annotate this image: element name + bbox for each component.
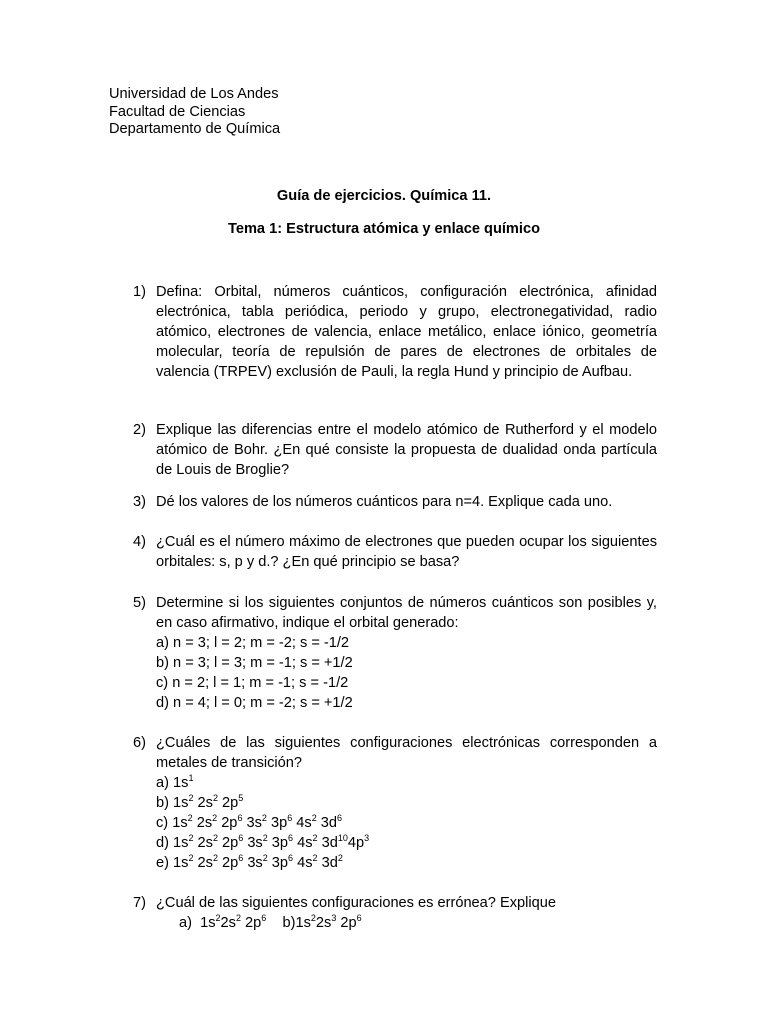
orbital-term: 4s	[293, 835, 313, 851]
configuration-option	[156, 833, 657, 853]
question-text: ¿Cuál es el número máximo de electrones que pueden ocupar los siguientes orbitales: s, p y d.? ¿En qué principio se basa?	[156, 534, 657, 570]
configuration-option	[156, 793, 657, 813]
option-a: a) n = 3; l = 2; m = -2; s = -1/2	[156, 635, 350, 651]
configuration-options	[133, 773, 657, 873]
electron-count: 2	[188, 793, 194, 803]
configuration-options	[179, 913, 657, 933]
electron-count: 6	[261, 913, 267, 923]
orbital-term: 3d	[316, 815, 338, 831]
question-number: 6)	[133, 735, 146, 751]
orbital-term: 2s	[315, 915, 332, 931]
electron-count: 2	[310, 913, 316, 923]
electron-count: 2	[212, 813, 218, 823]
configuration-option	[156, 813, 657, 833]
electron-count: 2	[212, 853, 218, 863]
electron-count: 3	[331, 913, 337, 923]
electron-count: 3	[364, 833, 370, 843]
configuration-option	[156, 853, 657, 873]
orbital-term: 2p	[217, 835, 239, 851]
orbital-term: 2p	[217, 815, 238, 831]
orbital-term: 2p	[336, 915, 357, 931]
question-number: 2)	[133, 422, 146, 438]
electron-count: 2	[188, 853, 194, 863]
electron-count: 2	[312, 853, 318, 863]
orbital-term: 4s	[292, 815, 312, 831]
electron-count: 6	[337, 813, 343, 823]
orbital-term: 3d	[317, 835, 338, 851]
orbital-term: 1s	[173, 795, 189, 811]
electron-count: 6	[237, 813, 243, 823]
department-name: Departamento de Química	[109, 121, 281, 137]
orbital-term: 2s	[192, 815, 213, 831]
electron-count: 2	[262, 833, 268, 843]
orbital-term: 2p	[240, 915, 262, 931]
question-number: 7)	[133, 895, 146, 911]
electron-count: 5	[238, 793, 244, 803]
question-text: ¿Cuáles de las siguientes configuraciones electrónicas corresponden a metales de transición?	[156, 735, 657, 771]
electron-count: 6	[238, 833, 244, 843]
orbital-term: 1s	[173, 775, 189, 791]
institution-header	[109, 86, 280, 139]
electron-count: 2	[261, 813, 267, 823]
option-label: a)	[156, 775, 174, 791]
question-text: Defina: Orbital, números cuánticos, configuración electrónica, afinidad electrónica, tabla periódica, periodo y grupo, electronegatividad, radio atómico, electrones de valencia, enlace metálico, enlace iónico, geometría molecular, teoría de repulsión de pares de electrones de orbitales de valencia (TRPEV) exclusión de Pauli, la regla Hund y principio de Aufbau.	[156, 284, 657, 380]
electron-count: 2	[235, 913, 241, 923]
electron-count: 2	[212, 833, 218, 843]
electron-count: 6	[287, 813, 293, 823]
configuration-option	[266, 915, 361, 931]
orbital-term: 2s	[193, 835, 213, 851]
orbital-term: 1s	[173, 835, 189, 851]
orbital-term: 1s	[172, 815, 188, 831]
faculty-name: Facultad de Ciencias	[109, 103, 246, 120]
orbital-term: 3s	[242, 815, 262, 831]
electron-count: 2	[188, 833, 194, 843]
orbital-term: 3p	[266, 815, 288, 831]
orbital-term: 3s	[243, 855, 263, 871]
configuration-option	[179, 915, 266, 931]
option-label: d)	[156, 835, 174, 851]
electron-count: 2	[337, 853, 343, 863]
option-label: a)	[179, 915, 201, 931]
electron-count: 10	[337, 833, 348, 843]
question-text: Dé los valores de los números cuánticos para n=4. Explique cada uno.	[156, 494, 613, 510]
document-title: Guía de ejercicios. Química 11.	[276, 188, 492, 204]
question-number: 5)	[133, 595, 146, 611]
orbital-term: 1s	[173, 855, 189, 871]
electron-count: 2	[311, 813, 317, 823]
option-b: b) n = 3; l = 3; m = -1; s = +1/2	[156, 655, 353, 671]
option-label: b)	[266, 915, 296, 931]
electron-count: 1	[188, 773, 194, 783]
orbital-term: 4p	[347, 835, 365, 851]
orbital-term: 2s	[193, 795, 213, 811]
orbital-term: 2s	[220, 915, 236, 931]
question-6	[133, 733, 657, 873]
electron-count: 2	[215, 913, 221, 923]
university-name: Universidad de Los Andes	[109, 86, 279, 102]
orbital-term: 2p	[217, 855, 239, 871]
option-label: b)	[156, 795, 174, 811]
orbital-term: 1s	[295, 915, 311, 931]
question-number: 3)	[133, 494, 146, 510]
question-text: ¿Cuál de las siguientes configuraciones es errónea? Explique	[156, 895, 556, 911]
orbital-term: 4s	[293, 855, 313, 871]
question-number: 1)	[133, 284, 146, 300]
orbital-term: 2p	[217, 795, 239, 811]
option-c: c) n = 2; l = 1; m = -1; s = -1/2	[156, 675, 349, 691]
question-1	[133, 282, 657, 382]
configuration-option	[156, 773, 657, 793]
question-text: Explique las diferencias entre el modelo atómico de Rutherford y el modelo atómico de Bohr. ¿En qué consiste la propuesta de dualidad onda partícula de Louis de Broglie?	[156, 422, 657, 478]
option-label: c)	[156, 815, 173, 831]
orbital-term: 3s	[243, 835, 263, 851]
electron-count: 6	[238, 853, 244, 863]
electron-count: 2	[312, 833, 318, 843]
electron-count: 2	[187, 813, 193, 823]
orbital-term: 3p	[267, 835, 289, 851]
electron-count: 6	[288, 833, 294, 843]
question-number: 4)	[133, 534, 146, 550]
orbital-term: 1s	[200, 915, 216, 931]
question-7	[133, 893, 657, 933]
orbital-term: 3p	[267, 855, 289, 871]
electron-count: 2	[212, 793, 218, 803]
question-3	[133, 492, 657, 512]
option-d: d) n = 4; l = 0; m = -2; s = +1/2	[156, 695, 353, 711]
electron-count: 6	[356, 913, 362, 923]
option-label: e)	[156, 855, 174, 871]
orbital-term: 2s	[193, 855, 213, 871]
orbital-term: 3d	[317, 855, 338, 871]
question-5	[133, 593, 657, 713]
question-4	[133, 532, 657, 572]
question-text: Determine si los siguientes conjuntos de números cuánticos son posibles y, en caso afirmativo, indique el orbital generado:	[156, 595, 657, 631]
electron-count: 2	[262, 853, 268, 863]
document-subtitle: Tema 1: Estructura atómica y enlace químico	[228, 221, 540, 237]
question-2	[133, 420, 657, 480]
electron-count: 6	[288, 853, 294, 863]
